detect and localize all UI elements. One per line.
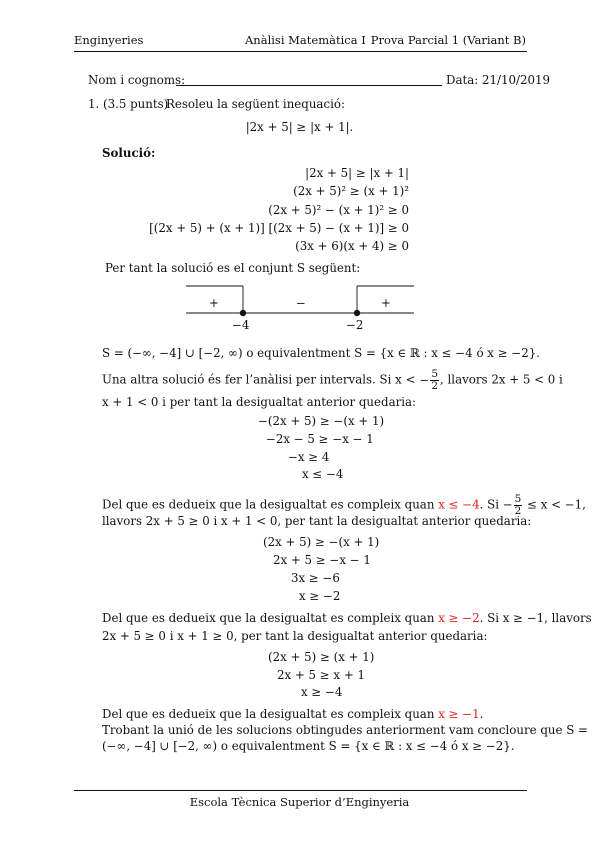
- highlight-x-le-minus-4: x ≤ −4: [438, 497, 480, 512]
- closed-point-minus-4: [240, 310, 246, 316]
- set-result: S = (−∞, −4] ∪ [−2, ∞) o equivalentment S = {x ∈ ℝ : x ≤ −4 ó x ≥ −2}.: [102, 346, 540, 360]
- conclusion1-line1: Del que es dedueix que la desigualtat es compleix quan x ≤ −4. Si − $\frac{5}{2}$ ≤ x < −1,: [102, 493, 586, 517]
- solution-title: Solució:: [102, 146, 156, 160]
- fraction-5-over-2-b: $\frac{5}{2}$: [514, 493, 522, 517]
- point-label-minus-4: −4: [232, 318, 250, 332]
- case1-line4: x ≤ −4: [302, 467, 344, 481]
- point-label-minus-2: −2: [346, 318, 364, 332]
- alt-text-b: , llavors 2x + 5 < 0 i: [440, 372, 563, 387]
- highlight-x-ge-minus-2: x ≥ −2: [438, 611, 480, 625]
- case2-line2: 2x + 5 ≥ −x − 1: [273, 553, 371, 567]
- footer-rule: [74, 790, 527, 791]
- sign-middle: −: [296, 296, 306, 310]
- sign-right: +: [381, 296, 391, 310]
- problem-points: (3.5 punts): [103, 97, 169, 111]
- case1-line2: −2x − 5 ≥ −x − 1: [266, 432, 374, 446]
- header-left: Enginyeries: [74, 33, 144, 47]
- solution-step-5: (3x + 6)(x + 4) ≥ 0: [295, 239, 409, 253]
- final-line1: Trobant la unió de les solucions obtingudes anteriorment vam concloure que S =: [102, 723, 588, 737]
- conclusion1-line2: llavors 2x + 5 ≥ 0 i x + 1 < 0, per tant la desigualtat anterior quedaria:: [102, 514, 532, 528]
- set-intro: Per tant la solució es el conjunt S següent:: [105, 261, 361, 275]
- problem-inequality: |2x + 5| ≥ |x + 1|.: [245, 120, 354, 134]
- exam-date: Data: 21/10/2019: [446, 73, 550, 87]
- name-label: Nom i cognoms:: [88, 73, 186, 87]
- conclusion2-line2: 2x + 5 ≥ 0 i x + 1 ≥ 0, per tant la desigualtat anterior quedaria:: [102, 629, 488, 643]
- header-middle: Anàlisi Matemàtica I: [245, 33, 366, 47]
- case3-line2: 2x + 5 ≥ x + 1: [277, 668, 365, 682]
- case2-line4: x ≥ −2: [299, 589, 341, 603]
- solution-step-2: (2x + 5)² ≥ (x + 1)²: [293, 184, 409, 198]
- fraction-5-over-2: $\frac{5}{2}$: [431, 368, 439, 392]
- problem-number: 1.: [88, 97, 100, 111]
- case2-line1: (2x + 5) ≥ −(x + 1): [263, 535, 380, 549]
- case3-line3: x ≥ −4: [301, 685, 343, 699]
- case1-line1: −(2x + 5) ≥ −(x + 1): [258, 414, 385, 428]
- closed-point-minus-2: [354, 310, 360, 316]
- solution-step-1: |2x + 5| ≥ |x + 1|: [305, 166, 409, 180]
- alt-paragraph-line2: x + 1 < 0 i per tant la desigualtat anterior quedaria:: [102, 395, 417, 409]
- alt-text-a: Una altra solució és fer l’anàlisi per intervals. Si x <: [102, 372, 416, 387]
- solution-step-3: (2x + 5)² − (x + 1)² ≥ 0: [268, 203, 409, 217]
- header-right: Prova Parcial 1 (Variant B): [370, 33, 526, 47]
- highlight-x-ge-minus-1: x ≥ −1: [438, 707, 480, 721]
- footer-text: Escola Tècnica Superior d’Enginyeria: [189, 795, 410, 809]
- alt-paragraph-line1: Una altra solució és fer l’anàlisi per intervals. Si x < − $\frac{5}{2}$ , llavors 2x + 5 < 0 i: [102, 368, 563, 392]
- solution-step-4: [(2x + 5) + (x + 1)] [(2x + 5) − (x + 1)] ≥ 0: [149, 221, 409, 235]
- case2-line3: 3x ≥ −6: [291, 571, 340, 585]
- case1-line3: −x ≥ 4: [288, 450, 330, 464]
- case3-line1: (2x + 5) ≥ (x + 1): [268, 650, 375, 664]
- conclusion2-line1: Del que es dedueix que la desigualtat es compleix quan x ≥ −2. Si x ≥ −1, llavors: [102, 611, 592, 625]
- problem-statement: Resoleu la següent inequació:: [166, 97, 345, 111]
- sign-left: +: [209, 296, 219, 310]
- final-line2: (−∞, −4] ∪ [−2, ∞) o equivalentment S = {x ∈ ℝ : x ≤ −4 ó x ≥ −2}.: [102, 739, 515, 753]
- conclusion3-line: Del que es dedueix que la desigualtat es compleix quan x ≥ −1.: [102, 707, 484, 721]
